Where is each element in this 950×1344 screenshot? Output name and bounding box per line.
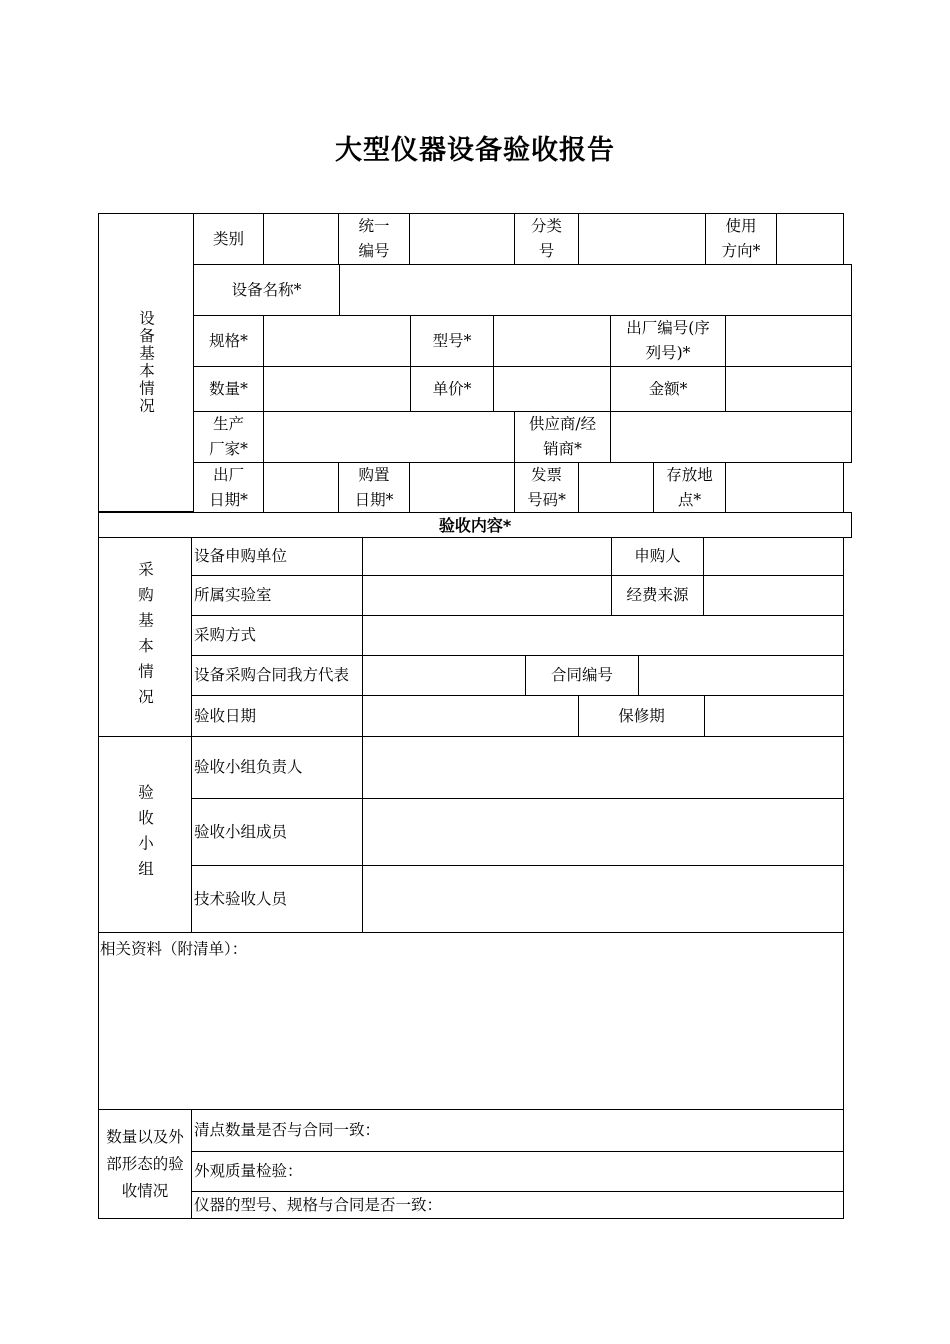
label-appearance: 外观质量检验：	[194, 1162, 303, 1180]
purchase-method-field[interactable]	[362, 615, 844, 656]
label-purchase-method: 采购方式	[191, 615, 363, 656]
lab-field[interactable]	[362, 575, 612, 616]
section-label-text: 验收小组	[136, 783, 154, 886]
device-name-field[interactable]	[339, 264, 852, 316]
model-match-field[interactable]	[191, 1191, 844, 1219]
label-supplier: 供应商/经销商*	[514, 411, 611, 463]
team-members-field[interactable]	[362, 798, 844, 866]
label-spec: 规格*	[193, 315, 264, 367]
label-team-leader: 验收小组负责人	[191, 736, 363, 799]
unified-no-field[interactable]	[409, 213, 515, 265]
label-team-members: 验收小组成员	[191, 798, 363, 866]
label-contract-rep: 设备采购合同我方代表	[191, 655, 363, 696]
serial-no-field[interactable]	[725, 315, 852, 367]
label-related-documents: 相关资料（附清单）：	[100, 940, 248, 958]
section-label-text: 采购基本情况	[136, 560, 154, 714]
warranty-field[interactable]	[704, 695, 844, 737]
label-unit-price: 单价*	[410, 366, 494, 412]
section-label-purchase	[98, 537, 192, 737]
section-label-text: 设备基本情况	[137, 310, 155, 415]
spec-field[interactable]	[263, 315, 411, 367]
category-field[interactable]	[263, 213, 339, 265]
label-count-match: 清点数量是否与合同一致：	[194, 1121, 381, 1139]
acceptance-header: 验收内容*	[98, 512, 852, 538]
label-warranty: 保修期	[578, 695, 705, 737]
factory-date-field[interactable]	[263, 462, 339, 513]
appearance-field[interactable]	[191, 1151, 844, 1192]
label-unified-no: 统一编号	[338, 213, 410, 265]
applicant-unit-field[interactable]	[362, 537, 612, 576]
unit-price-field[interactable]	[493, 366, 611, 412]
label-serial-no: 出厂编号(序列号)*	[610, 315, 726, 367]
label-applicant: 申购人	[611, 537, 704, 576]
label-class-no: 分类号	[514, 213, 579, 265]
label-model: 型号*	[410, 315, 494, 367]
label-quantity: 数量*	[193, 366, 264, 412]
label-lab: 所属实验室	[191, 575, 363, 616]
label-storage: 存放地点*	[653, 462, 726, 513]
section-label-basic-info	[98, 213, 194, 512]
fund-source-field[interactable]	[703, 575, 844, 616]
label-usage: 使用方向*	[705, 213, 777, 265]
tech-staff-field[interactable]	[362, 865, 844, 933]
quantity-field[interactable]	[263, 366, 411, 412]
invoice-no-field[interactable]	[578, 462, 654, 513]
label-device-name: 设备名称*	[193, 264, 340, 316]
model-field[interactable]	[493, 315, 611, 367]
label-model-match: 仪器的型号、规格与合同是否一致：	[194, 1195, 443, 1214]
label-contract-no: 合同编号	[525, 655, 639, 696]
label-quantity-appearance: 数量以及外部形态的验收情况	[98, 1109, 192, 1219]
contract-rep-field[interactable]	[362, 655, 526, 696]
supplier-field[interactable]	[610, 411, 852, 463]
label-applicant-unit: 设备申购单位	[191, 537, 363, 576]
label-tech-staff: 技术验收人员	[191, 865, 363, 933]
related-documents-field[interactable]	[98, 932, 844, 1110]
team-leader-field[interactable]	[362, 736, 844, 799]
class-no-field[interactable]	[578, 213, 706, 265]
usage-field[interactable]	[776, 213, 844, 265]
label-fund-source: 经费来源	[611, 575, 704, 616]
label-manufacturer: 生产厂家*	[193, 411, 264, 463]
page-title: 大型仪器设备验收报告	[335, 135, 615, 166]
applicant-field[interactable]	[703, 537, 844, 576]
label-category: 类别	[193, 213, 264, 265]
label-acceptance-date: 验收日期	[191, 695, 363, 737]
label-amount: 金额*	[610, 366, 726, 412]
section-label-team	[98, 736, 192, 933]
label-invoice-no: 发票号码*	[514, 462, 579, 513]
purchase-date-field[interactable]	[409, 462, 515, 513]
contract-no-field[interactable]	[638, 655, 844, 696]
count-match-field[interactable]	[191, 1109, 844, 1152]
storage-field[interactable]	[725, 462, 844, 513]
manufacturer-field[interactable]	[263, 411, 515, 463]
label-factory-date: 出厂日期*	[193, 462, 264, 513]
amount-field[interactable]	[725, 366, 852, 412]
label-purchase-date: 购置日期*	[338, 462, 410, 513]
acceptance-date-field[interactable]	[362, 695, 579, 737]
